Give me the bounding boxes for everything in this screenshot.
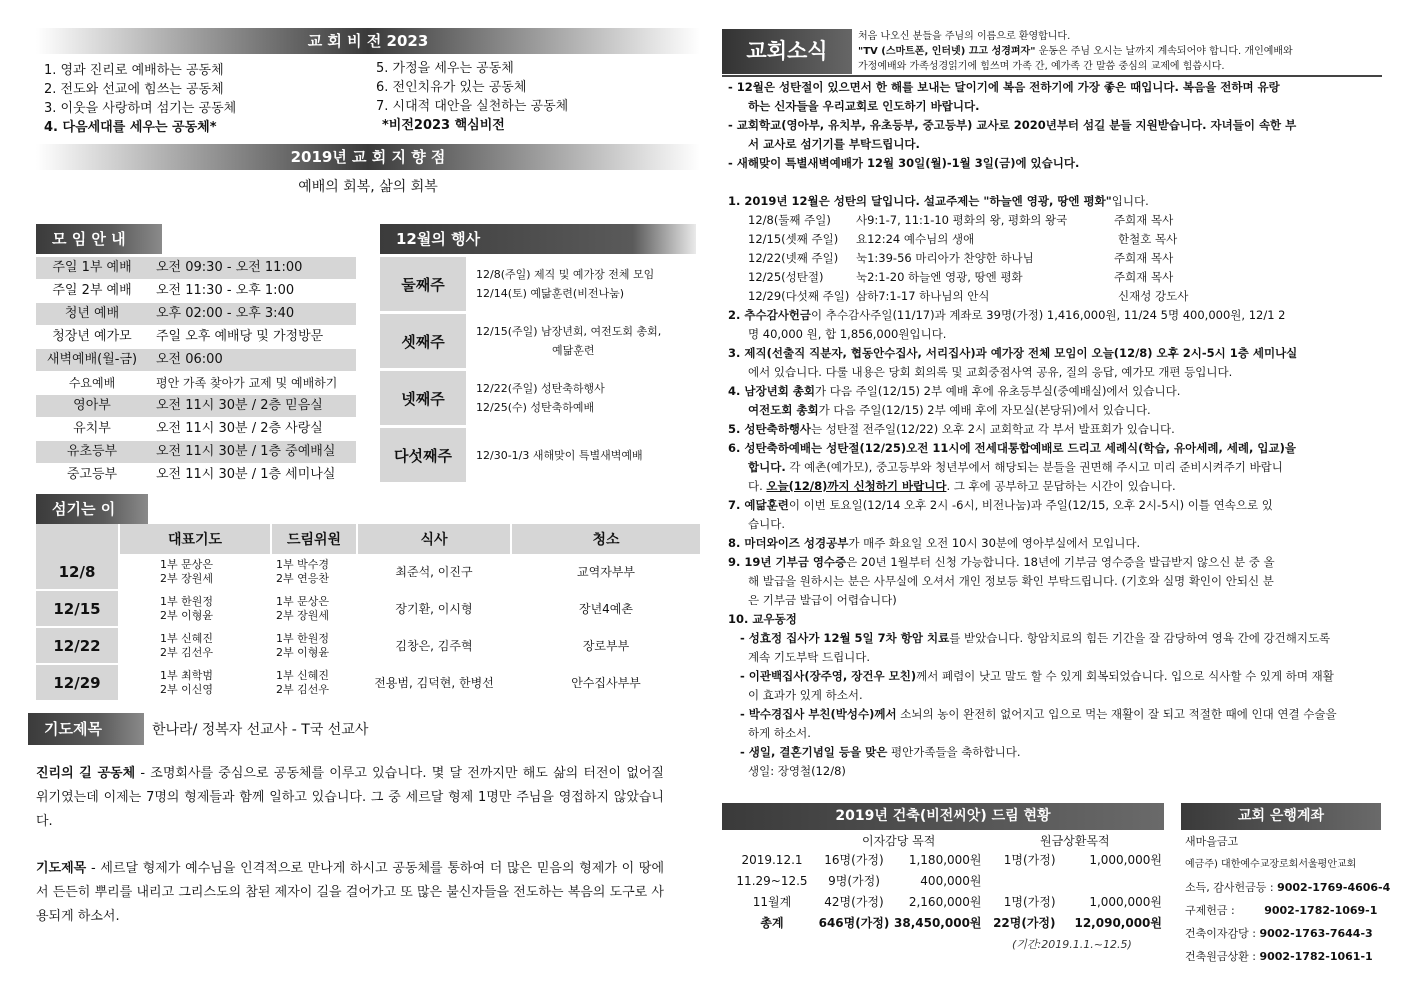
table-row (36, 627, 701, 664)
account-number: 9002-1763-7644-3 (1259, 927, 1373, 940)
name: 1부 신혜진 (160, 631, 213, 645)
servers-title: 섬기는 이 (36, 494, 148, 524)
servers-meal: 장기환, 이시형 (357, 590, 511, 627)
servers-table (36, 524, 702, 702)
building-principal-count: 1명(가정) (1003, 853, 1056, 867)
sermon-text: 요12:24 예수님의 생애 (856, 232, 975, 246)
building-period: (기간:2019.1.1.~12.5) (1012, 938, 1132, 951)
meeting-name: 주일 1부 예배 (36, 257, 148, 279)
meeting-name: 주일 2부 예배 (52, 283, 132, 298)
events-list (380, 257, 700, 485)
vision-left-list (44, 61, 364, 137)
prayer-subtitle: 한나라/ 정복자 선교사 - T국 선교사 (152, 722, 369, 738)
prayer-text: - 조명회사를 중심으로 공동체를 이루고 있습니다. 몇 달 전까지만 해도 삶의 터전이 없어질 위기였는데 이제는 7명의 형제들과 함께 일하고 있습니다. 그 중 세르달 형제 1명만 주님을 영접하지 않았습니다. (36, 766, 664, 829)
vision-item: 6. 전인치유가 있는 공동체 (376, 80, 527, 95)
building-principal-amount (1056, 870, 1162, 891)
welcome-line: 가정예배와 가족성경읽기에 힘쓰며 가족 간, 예가족 간 말씀 중심의 교제에 힘씁시다. (858, 61, 1225, 72)
news-text: 가 다음 주일(12/15) 2부 예배 후에 유초등부실(중예배실)에서 있습니다. (815, 384, 1181, 398)
meeting-time: 오전 11시 30분 / 2층 사랑실 (156, 421, 323, 436)
table-row (36, 664, 701, 701)
building-date: 2019.12.1 (741, 852, 803, 867)
meeting-row (36, 441, 356, 463)
name: 1부 신혜진 (276, 668, 329, 682)
building-interest-count: 16명(가정) (824, 853, 884, 867)
meeting-name: 청장년 예가모 (52, 329, 132, 344)
sermon-row (728, 211, 1378, 230)
servers-clean: 장로부부 (511, 627, 701, 664)
table-row (36, 590, 701, 627)
name: 2부 장원세 (160, 571, 213, 585)
event-line: 12/14(토) 예닮훈련(비전나눔) (476, 287, 624, 300)
news-text: 이 추수감사주일(11/17)과 계좌로 39명(가정) 1,416,000원, 11/24 5명 400,000원, 12/1 2 (811, 308, 1286, 322)
news-text: 은 기부금 발급이 어렵습니다) (748, 593, 897, 607)
news-item-title: 8. 마더와이즈 성경공부 (728, 536, 849, 550)
prayer-paragraph-2 (36, 857, 664, 929)
sermon-preacher: 주희재 목사 (1114, 251, 1174, 265)
news-text: 이 효과가 있게 하소서. (748, 688, 863, 702)
event-week: 둘째주 (380, 257, 466, 311)
sermon-date: 12/25(성탄절) (748, 270, 824, 284)
table-row (730, 912, 1162, 933)
name: 2부 연응찬 (276, 571, 329, 585)
news-text: 께서 폐렴이 낫고 말도 할 수 있게 회복되었습니다. 입으로 식사할 수 있게 하며 재활 (916, 669, 1334, 683)
news-item-title: 7. 예닮훈련 (728, 498, 789, 512)
news-line: - 12월은 성탄절이 있으면서 한 해를 보내는 달이기에 복음 전하기에 가장 좋은 때입니다. 복음을 전하며 유랑 (728, 80, 1280, 94)
sermon-date: 12/15(셋째 주일) (748, 232, 839, 246)
meeting-row (36, 326, 356, 348)
servers-date: 12/15 (36, 590, 119, 627)
news-text: 이 이번 토요일(12/14 오후 2시 -6시, 비전나눔)과 주일(12/15, 오후 2시-5시) 이틀 연속으로 있 (788, 498, 1273, 512)
building-principal-count: 1명(가정) (1003, 895, 1056, 909)
servers-header: 식사 (357, 524, 511, 554)
building-date: 총계 (760, 916, 784, 930)
vision-right-list (376, 59, 696, 135)
sermon-date: 12/22(넷째 주일) (748, 251, 839, 265)
sermon-date: 12/29(다섯째 주일) (748, 289, 850, 303)
welcome-slogan: "TV (스마트폰, 인터넷) 끄고 성경펴자" (858, 46, 1036, 57)
direction-text: 예배의 회복, 삶의 회복 (298, 179, 438, 195)
news-text: 다. (748, 479, 767, 493)
news-welcome (858, 29, 1373, 74)
vision-item: 2. 전도와 선교에 힘쓰는 공동체 (44, 82, 224, 97)
building-interest-count: 9명(가정) (828, 874, 880, 888)
prayer-label: 기도제목 (36, 861, 87, 876)
account-label: 구제헌금 : (1185, 904, 1239, 917)
building-principal-count (982, 870, 1056, 891)
building-principal-amount: 12,090,000원 (1074, 916, 1162, 930)
servers-clean: 장년4예촌 (511, 590, 701, 627)
name: 1부 한원정 (160, 594, 213, 608)
event-line: 예닮훈련 (552, 344, 595, 357)
servers-dream (271, 627, 357, 664)
meeting-name: 유치부 (73, 421, 111, 436)
servers-dream (271, 664, 357, 701)
prayer-label: 진리의 길 공동체 (36, 766, 136, 781)
vision-item: 1. 영과 진리로 예배하는 공동체 (44, 63, 224, 78)
news-numbered-list (728, 192, 1378, 781)
meeting-name: 새벽예배(월-금) (36, 349, 148, 371)
news-text: 평안가족들을 축하합니다. (887, 745, 1021, 759)
table-row (36, 554, 701, 590)
events-title: 12월의 행사 (380, 224, 696, 254)
event-line: 12/15(주일) 남장년회, 여전도회 총회, (476, 325, 662, 338)
servers-clean: 안수집사부부 (511, 664, 701, 701)
account-label: 건축이자감당 : (1185, 927, 1260, 940)
event-week-row (380, 428, 700, 482)
building-interest-amount: 2,160,000원 (908, 895, 982, 909)
servers-header: 대표기도 (119, 524, 271, 554)
account-number: 9002-1782-1061-1 (1259, 950, 1373, 963)
news-text: 가 매주 화요일 오전 10시 30분에 영아부실에서 모입니다. (848, 536, 1141, 550)
meeting-row (36, 257, 356, 279)
servers-meal: 김창은, 김주혁 (357, 627, 511, 664)
servers-header-row (36, 524, 701, 554)
vision-item: 3. 이웃을 사랑하며 섬기는 공동체 (44, 101, 237, 116)
servers-date: 12/8 (36, 554, 119, 590)
sermon-text: 사9:1-7, 11:1-10 평화의 왕, 평화의 왕국 (856, 213, 1068, 227)
servers-prayer (119, 590, 271, 627)
event-week-row (380, 371, 700, 425)
meeting-row (36, 303, 356, 325)
servers-meal: 최준석, 이진구 (357, 554, 511, 590)
building-table (730, 849, 1162, 933)
vision-item: 5. 가정을 세우는 공동체 (376, 61, 514, 76)
table-row (730, 870, 1162, 891)
servers-prayer (119, 554, 271, 590)
news-item-title: - 박수경집사 부친(박성수)께서 (740, 707, 897, 721)
news-text: 습니다. (748, 517, 785, 531)
news-item-title: 6. 성탄축하예배는 성탄절(12/25)오전 11시에 전세대통합예배로 드리고 세례식(학습, 유아세례, 세례, 입교)을 (728, 441, 1296, 455)
news-item-title: 4. 남장년회 총회 (728, 384, 816, 398)
meeting-time: 오전 11시 30분 / 1층 중예배실 (148, 441, 356, 463)
event-line: 12/8(주일) 제직 및 예가장 전체 모임 (476, 268, 655, 281)
servers-clean: 교역자부부 (511, 554, 701, 590)
servers-dream (271, 554, 357, 590)
meetings-list (36, 257, 356, 487)
name: 1부 문상은 (276, 594, 329, 608)
news-item-title: 3. 제직(선출직 직분자, 협동안수집사, 서리집사)과 예가장 전체 모임이 오늘(12/8) 오후 2시-5시 1층 세미나실 (728, 346, 1298, 360)
news-text: 는 성탄절 전주일(12/22) 오후 2시 교회학교 각 부서 발표회가 있습니다. (811, 422, 1175, 436)
servers-date: 12/22 (36, 627, 119, 664)
news-line: - 교회학교(영아부, 유치부, 유초등부, 중고등부) 교사로 2020년부터 섬길 분들 지원받습니다. 자녀들이 속한 부 (728, 118, 1297, 132)
building-head-interest: 이자감당 목적 (862, 834, 936, 848)
sermon-text: 눅1:39-56 마리아가 찬양한 하나님 (856, 251, 1034, 265)
building-title: 2019년 건축(비전씨앗) 드림 현황 (722, 803, 1164, 830)
vision-item: 7. 시대적 대안을 실천하는 공동체 (376, 99, 569, 114)
account-number: 9002-1782-1069-1 (1264, 904, 1378, 917)
sermon-row (728, 287, 1378, 306)
news-line: 하는 신자들을 우리교회로 인도하기 바랍니다. (748, 99, 980, 113)
prayer-paragraph-1 (36, 762, 664, 834)
event-week: 셋째주 (380, 314, 466, 368)
news-text: 소뇌의 농이 완전히 없어지고 입으로 먹는 재활이 잘 되고 적절한 때에 인대 연결 수술을 (896, 707, 1337, 721)
news-item-title: 합니다. (748, 460, 786, 474)
news-item-title: - 생일, 결혼기념일 등을 맞은 (740, 745, 888, 759)
meeting-time: 오후 02:00 - 오후 3:40 (148, 303, 356, 325)
sermon-preacher: 주희재 목사 (1114, 270, 1174, 284)
servers-dream (271, 590, 357, 627)
building-principal-amount: 1,000,000원 (1089, 895, 1162, 909)
meeting-time: 오전 09:30 - 오전 11:00 (148, 257, 356, 279)
vision-note: *비전2023 핵심비전 (382, 118, 505, 133)
vision-item-core: 4. 다음세대를 세우는 공동체* (44, 120, 217, 135)
sermon-preacher: 신재성 강도사 (1118, 289, 1189, 303)
sermon-preacher: 한철호 목사 (1118, 232, 1178, 246)
sermon-preacher: 주희재 목사 (1114, 213, 1174, 227)
sermon-text: 눅2:1-20 하늘엔 영광, 땅엔 평화 (856, 270, 1023, 284)
table-row (730, 891, 1162, 912)
name: 1부 최학범 (160, 668, 213, 682)
meeting-time: 오전 11시 30분 / 1층 세미나실 (156, 467, 336, 482)
news-item-title: 여전도회 총회 (748, 403, 819, 417)
sermon-row (728, 230, 1378, 249)
news-item-title: - 이관백집사(장주영, 장건우 모친) (740, 669, 917, 683)
news-text: 에서 있습니다. 다룰 내용은 당회 회의록 및 교회중점사역 공유, 질의 응답, 예가모 개편 등입니다. (748, 365, 1233, 379)
meeting-row (36, 418, 356, 440)
welcome-line: 처음 나오신 분들을 주님의 이름으로 환영합니다. (858, 31, 1071, 42)
servers-date: 12/29 (36, 664, 119, 701)
meeting-row (36, 280, 356, 302)
meeting-row (36, 372, 356, 394)
building-interest-count: 42명(가정) (824, 895, 884, 909)
news-text: 가 다음 주일(12/15) 2부 예배 후에 자모실(본당뒤)에서 있습니다. (818, 403, 1151, 417)
event-week: 다섯째주 (380, 428, 466, 482)
news-text: 생일: 장영철(12/8) (748, 764, 846, 778)
servers-header-empty (36, 524, 119, 554)
news-item-title: 1. 2019년 12월은 성탄의 달입니다. 설교주제는 "하늘엔 영광, 땅엔 평화" (728, 194, 1112, 208)
news-text: 해 발급을 원하시는 분은 사무실에 오셔서 개인 정보등 확인 부탁드립니다. (기호와 실명 확인이 안되신 분 (748, 574, 1274, 588)
sermon-date: 12/8(둘째 주일) (748, 213, 831, 227)
vision-title: 교 회 비 전 2023 (36, 28, 700, 54)
news-line: - 새해맞이 특별새벽예배가 12월 30일(월)-1월 3일(금)에 있습니다. (728, 156, 1080, 170)
meeting-time: 오전 11시 30분 / 2층 믿음실 (148, 395, 356, 417)
news-item-title: 9. 19년 기부금 영수증 (728, 555, 847, 569)
sermon-row (728, 268, 1378, 287)
news-line: 서 교사로 섬기기를 부탁드립니다. (748, 137, 920, 151)
building-head-principal: 원금상환목적 (1040, 834, 1110, 848)
event-week-row (380, 314, 700, 368)
bank-name: 새마을금고 (1185, 835, 1239, 848)
account-number: 9002-1769-4606-4 (1277, 881, 1391, 894)
meeting-name: 수요예배 (68, 376, 116, 390)
servers-header: 청소 (511, 524, 701, 554)
name: 2부 이신영 (160, 682, 213, 696)
news-text: 를 받았습니다. 항암치료의 힘든 기간을 잘 감당하여 영육 간에 강건해지도록 (949, 631, 1331, 645)
name: 2부 장원세 (276, 608, 329, 622)
meeting-row (36, 349, 356, 371)
news-item-title: 5. 성탄축하행사 (728, 422, 812, 436)
name: 2부 김선우 (160, 645, 213, 659)
news-text: 하게 하소서. (748, 726, 811, 740)
servers-meal: 전용범, 김덕현, 한병선 (357, 664, 511, 701)
meeting-time: 주일 오후 예배당 및 가정방문 (156, 329, 324, 344)
welcome-line: 운동은 주님 오시는 날까지 계속되어야 합니다. 개인예배와 (1035, 46, 1293, 57)
account-label: 건축원금상환 : (1185, 950, 1260, 963)
news-text: . 그 후에 공부하고 문답하는 시간이 있습니다. (946, 479, 1176, 493)
prayer-title: 기도제목 (28, 713, 144, 745)
sermon-row (728, 249, 1378, 268)
building-interest-amount: 38,450,000원 (894, 916, 982, 930)
event-week-row (380, 257, 700, 311)
event-line: 12/22(주일) 성탄축하행사 (476, 382, 605, 395)
name: 1부 문상은 (160, 557, 213, 571)
table-row (730, 849, 1162, 870)
building-principal-amount: 1,000,000원 (1089, 853, 1162, 867)
sermon-text: 삼하7:1-17 하나님의 안식 (856, 289, 990, 303)
building-principal-count: 22명(가정) (993, 916, 1056, 930)
name: 1부 한원정 (276, 631, 329, 645)
name: 2부 김선우 (276, 682, 329, 696)
meeting-time: 오전 06:00 (148, 349, 356, 371)
prayer-text: - 세르달 형제가 예수님을 인격적으로 만나게 하시고 공동체를 통하여 더 많은 믿음의 형제가 이 땅에서 든든히 뿌리를 내리고 그리스도의 참된 제자이 길을 걸어가고 또 많은 불신자들을 전도하는 복음의 도구로 사용되게 하소서. (36, 861, 664, 924)
event-line: 12/30-1/3 새해맞이 특별새벽예배 (476, 448, 643, 462)
news-title: 교회소식 (722, 29, 852, 74)
servers-prayer (119, 627, 271, 664)
meeting-name: 유초등부 (36, 441, 148, 463)
name: 1부 박수경 (276, 557, 329, 571)
building-interest-count: 646명(가정) (818, 916, 890, 930)
news-text: 은 20년 1월부터 신청 가능합니다. 18년에 기부금 영수증을 발급받지 않으신 분 중 올 (846, 555, 1275, 569)
meeting-name: 영아부 (36, 395, 148, 417)
direction-title: 2019년 교 회 지 향 점 (36, 144, 700, 170)
name: 2부 이형윤 (276, 645, 329, 659)
news-item-title: 2. 추수감사헌금 (728, 308, 812, 322)
news-item-title: 10. 교우동정 (728, 612, 797, 626)
meeting-name: 중고등부 (66, 467, 118, 482)
news-text: 계속 기도부탁 드립니다. (748, 650, 871, 664)
news-deadline: 오늘(12/8)까지 신청하기 바랍니다 (766, 479, 947, 493)
meeting-row (36, 464, 356, 486)
event-line: 12/25(수) 성탄축하예배 (476, 401, 595, 414)
account-holder: 예금주) 대한예수교장로회서울평안교회 (1185, 859, 1357, 870)
servers-header: 드림위원 (271, 524, 357, 554)
news-text: 명 40,000 원, 합 1,856,000원입니다. (748, 327, 947, 341)
name: 2부 이형윤 (160, 608, 213, 622)
meeting-row (36, 395, 356, 417)
event-week: 넷째주 (380, 371, 466, 425)
news-item-title: - 성효정 집사가 12월 5일 7차 항암 치료 (740, 631, 950, 645)
meeting-name: 청년 예배 (36, 303, 148, 325)
account-label: 소득, 감사헌금등 : (1185, 881, 1278, 894)
building-date: 11월계 (752, 895, 792, 909)
building-date: 11.29~12.5 (736, 873, 808, 888)
accounts-title: 교회 은행계좌 (1181, 803, 1381, 830)
accounts-list (1185, 830, 1391, 968)
meeting-time: 오전 11:30 - 오후 1:00 (156, 283, 295, 298)
news-top-list (728, 78, 1378, 173)
meetings-title: 모 임 안 내 (36, 224, 162, 254)
building-interest-amount: 400,000원 (920, 874, 982, 888)
servers-prayer (119, 664, 271, 701)
news-divider (722, 75, 1382, 77)
news-text: 입니다. (1111, 194, 1149, 208)
meeting-time: 평안 가족 찾아가 교제 및 예배하기 (156, 376, 338, 390)
news-text: 각 예촌(예가모), 중고등부와 청년부에서 해당되는 분들을 권면해 주시고 미리 준비시켜주기 바랍니 (785, 460, 1283, 474)
building-interest-amount: 1,180,000원 (908, 853, 982, 867)
